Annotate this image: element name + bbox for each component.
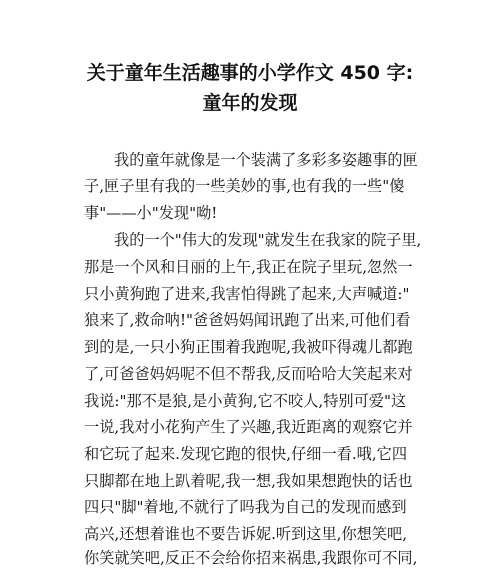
body-line: 狼来了,救命呐!"爸爸妈妈闻讯跑了出来,可他们看 xyxy=(84,311,411,329)
article-title-line-2: 童年的发现 xyxy=(202,92,298,114)
body-line: 高兴,还想着谁也不要告诉妮.听到这里,你想笑吧, xyxy=(84,525,408,543)
article-title-line-1: 关于童年生活趣事的小学作文 450 字: xyxy=(86,62,414,84)
body-line: 我的童年就像是一个装满了多彩多姿趣事的匣 xyxy=(114,151,418,169)
body-line: 一说,我对小花狗产生了兴趣,我近距离的观察它并 xyxy=(84,418,413,436)
body-line: 我说:"那不是狼,是小黄狗,它不咬人,特别可爱"这 xyxy=(84,392,407,410)
body-line: 子,匣子里有我的一些美妙的事,也有我的一些"傻 xyxy=(84,177,405,195)
body-line: 那是一个风和日丽的上午,我正在院子里玩,忽然一 xyxy=(84,258,413,276)
body-line: 事"——小"发现"呦! xyxy=(84,204,218,222)
body-line: 我的一个"伟大的发现"就发生在我家的院子里, xyxy=(114,231,422,249)
body-line: 了,可爸爸妈妈呢不但不帮我,反而哈哈大笑起来对 xyxy=(84,365,413,383)
body-line: 只小黄狗跑了进来,我害怕得跳了起来,大声喊道:" xyxy=(84,285,410,303)
body-line: 你笑就笑吧,反正不会给你招来祸患,我跟你可不同, xyxy=(84,549,418,567)
body-line: 到的是,一只小狗正围着我跑呢,我被吓得魂儿都跑 xyxy=(84,338,413,356)
body-line: 四只"脚"着地,不就行了吗我为自己的发现而感到 xyxy=(84,498,407,516)
body-line: 只脚都在地上趴着呢,我一想,我如果想跑快的话也 xyxy=(84,472,413,490)
body-line: 和它玩了起来.发现它跑的很快,仔细一看.哦,它四 xyxy=(84,445,408,463)
